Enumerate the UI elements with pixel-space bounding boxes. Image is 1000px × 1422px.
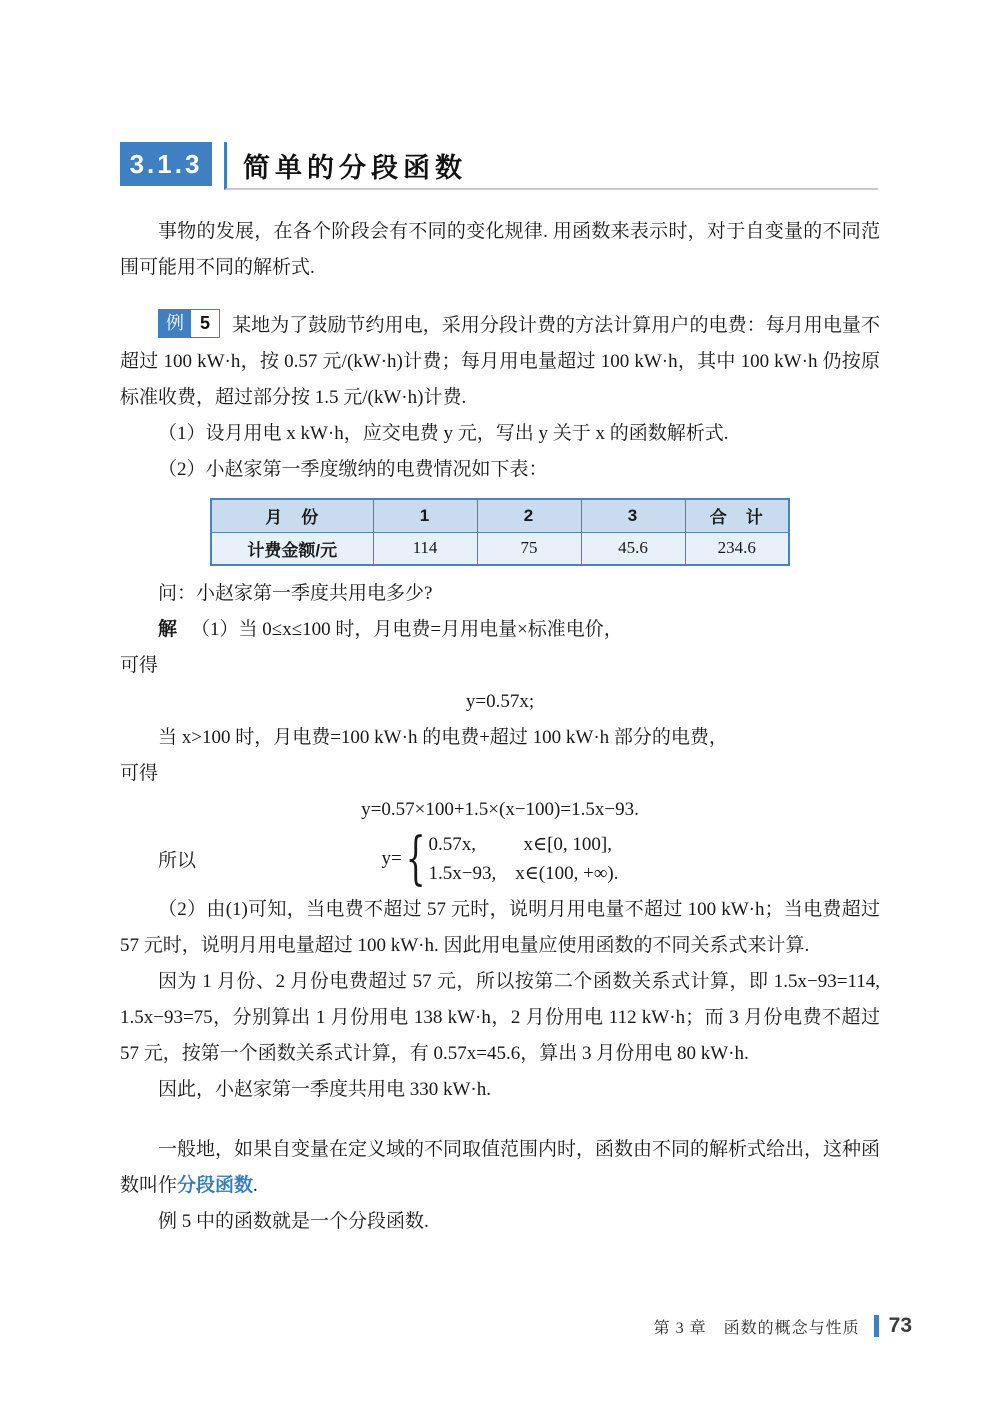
- table-cell-label: 计费金额/元: [211, 532, 373, 565]
- table-cell-1: 114: [373, 532, 477, 565]
- piecewise-lhs: y=: [381, 848, 402, 869]
- footer-divider: [874, 1315, 879, 1337]
- page-footer: [654, 1314, 912, 1338]
- table-cell-2: 75: [477, 532, 581, 565]
- table-cell-3: 45.6: [581, 532, 685, 565]
- electricity-bill-table: [210, 498, 790, 566]
- table-data-row: [211, 532, 789, 565]
- solution-step1-text: （1）当 0≤x≤100 时，月电费=月用电量×标准电价，: [191, 619, 623, 640]
- table-header-row: [211, 499, 789, 532]
- section-title-block: [224, 142, 878, 190]
- example-label: 例: [159, 310, 191, 337]
- piecewise-case-2: 1.5x−93, x∈(100, +∞).: [428, 863, 619, 884]
- table-header-2: 2: [477, 499, 581, 532]
- table-header-3: 3: [581, 499, 685, 532]
- solution-part2-paragraph: （2）由(1)可知，当电费不超过 57 元时，说明月用电量不超过 100 kW·h；当电费超过 57 元时，说明月用电量超过 100 kW·h. 因此用电量应使用函数的不同关系式来计算.: [120, 899, 880, 956]
- intro-paragraph: 事物的发展，在各个阶段会有不同的变化规律. 用函数来表示时，对于自变量的不同范围可能用不同的解析式.: [120, 221, 880, 278]
- section-header: [120, 142, 878, 190]
- kede-line-1: 可得: [120, 655, 159, 676]
- example-paragraph: [120, 308, 880, 416]
- section-number-badge: 3.1.3: [120, 142, 212, 186]
- example-body: 某地为了鼓励节约用电，采用分段计费的方法计算用户的电费：每月用电量不超过 100 kW·h，按 0.57 元/(kW·h)计费；每月用电量超过 100 kW·h，其中 100 kW·h 仍按原标准收费，超过部分按 1.5 元/(kW·h)计费.: [120, 315, 880, 408]
- section-title: 简单的分段函数: [243, 152, 467, 183]
- because-paragraph: 因为 1 月份、2 月份电费超过 57 元，所以按第二个函数关系式计算，即 1.5x−93=114, 1.5x−93=75，分别算出 1 月份用电 138 kW·h，2 月份用电 112 kW·h；而 3 月份电费不超过 57 元，按第一个函数关系式计算，有 0.57x=45.6，算出 3 月份用电 80 kW·h.: [120, 971, 880, 1064]
- table-cell-total: 234.6: [685, 532, 789, 565]
- table-header-1: 1: [373, 499, 477, 532]
- general-prefix: 一般地，如果自变量在定义域的不同取值范围内时，函数由不同的解析式给出，这种函数叫作: [120, 1139, 881, 1196]
- formula-1: y=0.57x;: [465, 691, 535, 712]
- solution-step1-paragraph: [120, 612, 880, 648]
- solution-label: 解: [158, 619, 178, 640]
- general-suffix: .: [253, 1175, 258, 1196]
- general-definition-paragraph: [120, 1132, 880, 1204]
- brace-glyph: {: [405, 825, 426, 893]
- therefore-paragraph: 因此，小赵家第一季度共用电 330 kW·h.: [158, 1079, 492, 1100]
- piecewise-formula: [381, 825, 619, 893]
- item-1: （1）设月用电 x kW·h，应交电费 y 元，写出 y 关于 x 的函数解析式.: [158, 423, 729, 444]
- piecewise-case-1: 0.57x, x∈[0, 100],: [428, 834, 612, 855]
- page-content: [0, 214, 1000, 1240]
- piecewise-definition: [120, 825, 880, 893]
- suoyi-label: 所以: [158, 850, 197, 872]
- table-header-total: 合 计: [685, 499, 789, 532]
- piecewise-function-term: 分段函数: [177, 1175, 254, 1196]
- example-number: 5: [191, 310, 219, 337]
- closing-paragraph: 例 5 中的函数就是一个分段函数.: [158, 1211, 429, 1232]
- question-paragraph: 问：小赵家第一季度共用电多少?: [158, 583, 433, 604]
- piecewise-cases: [429, 830, 619, 888]
- kede-line-2: 可得: [120, 763, 159, 784]
- table-header-month: 月 份: [211, 499, 373, 532]
- item-2: （2）小赵家第一季度缴纳的电费情况如下表：: [158, 459, 548, 480]
- solution-step2-paragraph: 当 x>100 时，月电费=100 kW·h 的电费+超过 100 kW·h 部分的电费，: [158, 727, 728, 748]
- example-badge: [158, 309, 220, 338]
- formula-2: y=0.57×100+1.5×(x−100)=1.5x−93.: [361, 799, 639, 820]
- chapter-label: 第 3 章 函数的概念与性质: [653, 1319, 860, 1337]
- page-number: 73: [888, 1314, 912, 1337]
